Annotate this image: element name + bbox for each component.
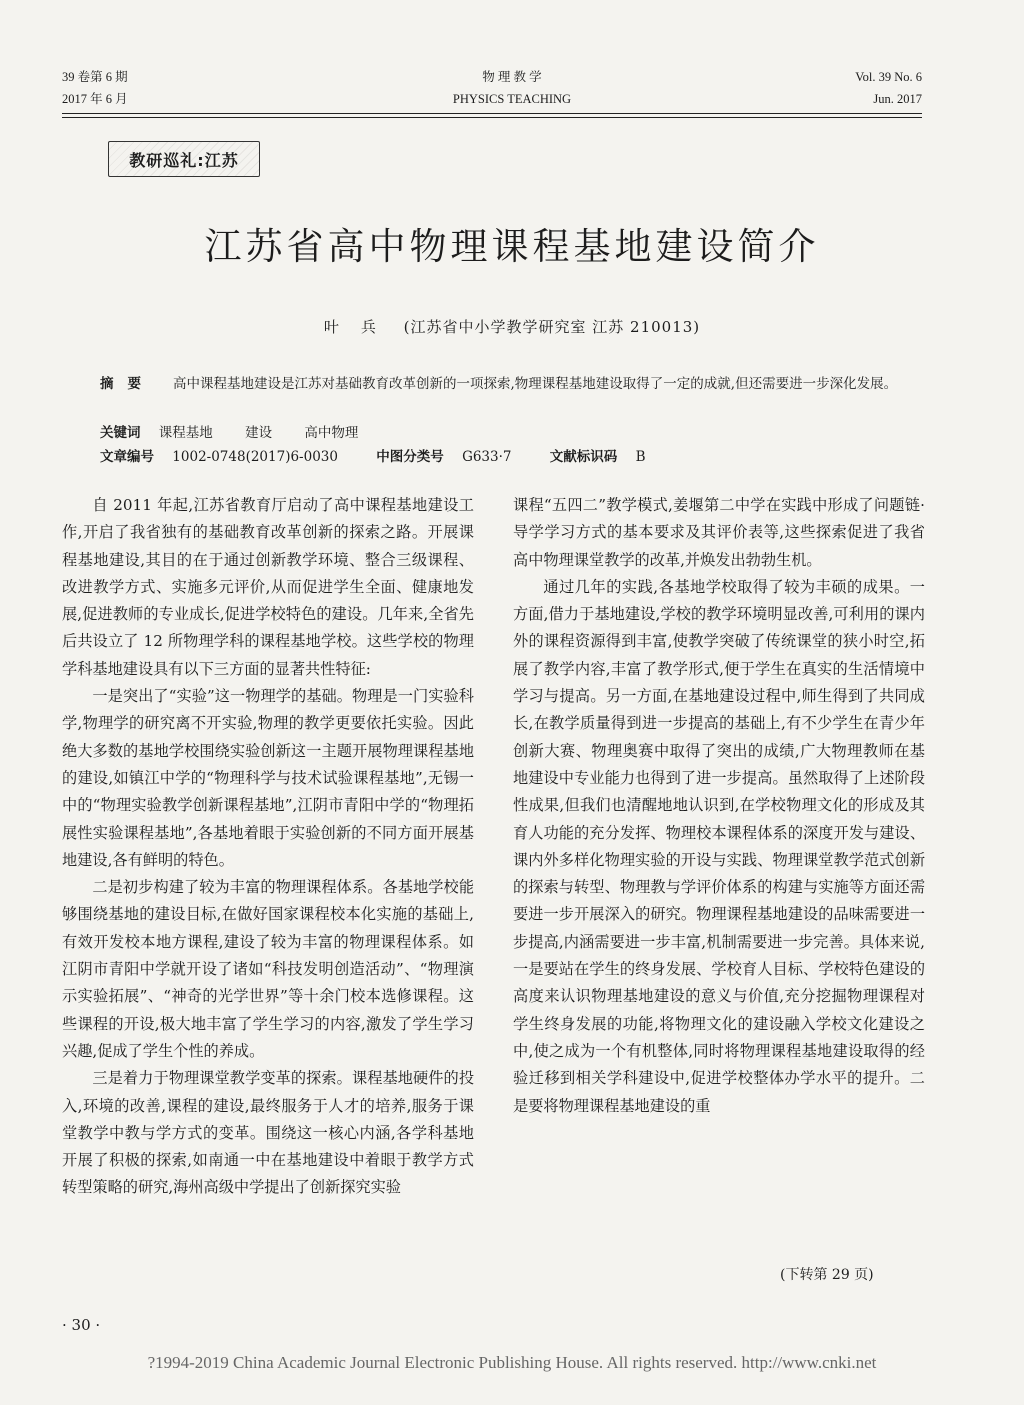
continued-note: (下转第 29 页) bbox=[780, 1267, 874, 1283]
header-volume: 39 卷第 6 期 bbox=[62, 70, 128, 84]
journal-name-cn: 物 理 教 学 bbox=[482, 70, 542, 84]
author-affiliation: (江苏省中小学教学研究室 江苏 210013) bbox=[403, 318, 701, 336]
keyword-item: 建设 bbox=[245, 425, 273, 441]
header-right bbox=[855, 66, 922, 110]
abstract bbox=[62, 372, 922, 397]
header-rule-thin bbox=[62, 117, 922, 118]
header-date: 2017 年 6 月 bbox=[62, 92, 128, 106]
copyright-footer: ?1994-2019 China Academic Journal Electronic Publishing House. All rights reserved. http://www.cnki.net bbox=[147, 1353, 877, 1372]
body-paragraph: 三是着力于物理课堂教学变革的探索。课程基地硬件的投入,环境的改善,课程的建设,最终服务于人才的培养,服务于课堂教学中教与学方式的变革。围绕这一核心内涵,各学科基地开展了积极的探索,如南通一中在基地建设中着眼于教学方式转型策略的研究,海州高级中学提出了创新探究实验 bbox=[62, 1069, 474, 1197]
body-paragraph: 课程“五四二”教学模式,姜堰第二中学在实践中形成了问题链·导学学习方式的基本要求及其评价表等,这些探索促进了我省高中物理课堂教学的改革,并焕发出勃勃生机。 bbox=[513, 496, 925, 569]
keywords-line bbox=[100, 422, 358, 444]
article-id: 1002-0748(2017)6-0030 bbox=[172, 449, 338, 465]
keyword-item: 高中物理 bbox=[304, 425, 359, 441]
body-paragraph: 二是初步构建了较为丰富的物理课程体系。各基地学校能够围绕基地的建设目标,在做好国家课程校本化实施的基础上,有效开发校本地方课程,建设了较为丰富的物理课程体系。如江阴市青阳中学就开设了诸如“科技发明创造活动”、“物理演示实验拓展”、“神奇的光学世界”等十余门校本选修课程。这些课程的开设,极大地丰富了学生学习的内容,激发了学生学习兴趣,促成了学生个性的养成。 bbox=[62, 878, 474, 1060]
abstract-label: 摘要 bbox=[100, 376, 155, 392]
body-column-left bbox=[62, 492, 474, 1202]
journal-name-en: PHYSICS TEACHING bbox=[452, 92, 572, 106]
body-paragraph: 一是突出了“实验”这一物理学的基础。物理是一门实验科学,物理学的研究离不开实验,物理的教学更要依托实验。因此绝大多数的基地学校围绕实验创新这一主题开展物理课程基地的建设,如镇江中学的“物理科学与技术试验课程基地”,无锡一中的“物理实验教学创新课程基地”,江阴市青阳中学的“物理拓展性实验课程基地”,各基地着眼于实验创新的不同方面开展基地建设,各有鲜明的特色。 bbox=[62, 687, 474, 869]
keyword-item: 课程基地 bbox=[158, 425, 213, 441]
body-paragraph: 自 2011 年起,江苏省教育厅启动了高中课程基地建设工作,开启了我省独有的基础教育改革创新的探索之路。开展课程基地建设,其目的在于通过创新教学环境、整合三级课程、改进教学方式、实施多元评价,从而促进学生全面、健康地发展,促进教师的专业成长,促进学校特色的建设。几年来,全省先后共设立了 12 所物理学科的课程基地学校。这些学校的物理学科基地建设具有以下三方面的显著共性特征: bbox=[62, 496, 474, 678]
header-rule-thick bbox=[62, 113, 922, 114]
keywords-label: 关键词 bbox=[100, 425, 141, 441]
doc-code: B bbox=[635, 449, 646, 465]
page-number: · 30 · bbox=[62, 1316, 101, 1334]
column-tag: 教研巡礼:江苏 bbox=[108, 141, 260, 177]
body-paragraph: 通过几年的实践,各基地学校取得了较为丰硕的成果。一方面,借力于基地建设,学校的教学环境明显改善,可利用的课内外的课程资源得到丰富,使教学突破了传统课堂的狭小时空,拓展了教学内容,丰富了教学形式,便于学生在真实的生活情境中学习与提高。另一方面,在基地建设过程中,师生得到了共同成长,在教学质量得到进一步提高的基础上,有不少学生在青少年创新大赛、物理奥赛中取得了突出的成绩,广大物理教师在基地建设中专业能力也得到了进一步提高。虽然取得了上述阶段性成果,但我们也清醒地地认识到,在学校物理文化的形成及其育人功能的充分发挥、物理校本课程体系的深度开发与建设、课内外多样化物理实验的开设与实践、物理课堂教学范式创新的探索与转型、物理教与学评价体系的构建与实施等方面还需要进一步开展深入的研究。物理课程基地建设的品味需要进一步提高,内涵需要进一步丰富,机制需要进一步完善。具体来说,一是要站在学生的终身发展、学校育人目标、学校特色建设的高度来认识物理基地建设的意义与价值,充分挖掘物理课程对学生终身发展的功能,将物理文化的建设融入学校文化建设之中,使之成为一个有机整体,同时将物理课程基地建设取得的经验迁移到相关学科建设中,促进学校整体办学水平的提升。二是要将物理课程基地建设的重 bbox=[513, 577, 925, 1115]
author-name: 叶兵 bbox=[323, 318, 398, 336]
clc-label: 中图分类号 bbox=[376, 449, 444, 465]
header-volume-en: Vol. 39 No. 6 bbox=[855, 70, 922, 84]
doc-code-label: 文献标识码 bbox=[549, 449, 618, 465]
author-line bbox=[0, 316, 1024, 337]
header-date-en: Jun. 2017 bbox=[873, 92, 922, 106]
article-info-line bbox=[100, 446, 646, 468]
body-column-right bbox=[513, 492, 925, 1120]
clc-number: G633·7 bbox=[462, 449, 512, 465]
article-id-label: 文章编号 bbox=[100, 449, 154, 465]
abstract-text: 高中课程基地建设是江苏对基础教育改革创新的一项探索,物理课程基地建设取得了一定的成就,但还需要进一步深化发展。 bbox=[173, 376, 898, 392]
article-title: 江苏省高中物理课程基地建设简介 bbox=[204, 225, 820, 268]
